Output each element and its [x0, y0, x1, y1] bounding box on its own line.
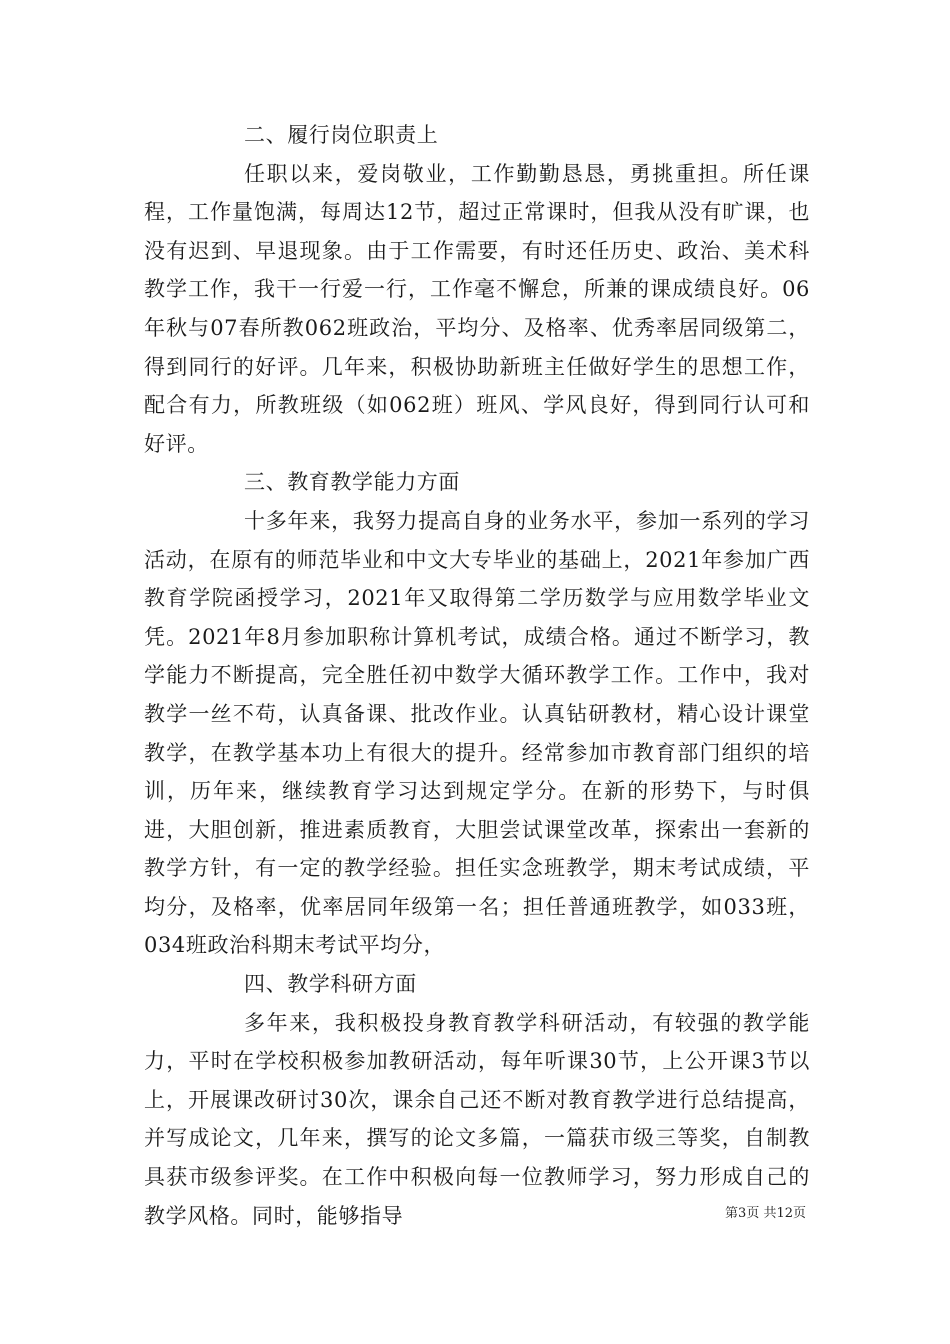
page-number-footer: 第3页 共12页: [725, 1206, 806, 1221]
paragraph-teaching-ability: 十多年来，我努力提高自身的业务水平，参加一系列的学习活动，在原有的师范毕业和中文大专毕业的基础上，2021年参加广西教育学院函授学习，2021年又取得第二学历数学与应用数学毕业文凭。2021年8月参加职称计算机考试，成绩合格。通过不断学习，教学能力不断提高，完全胜任初中数学大循环教学工作。工作中，我对教学一丝不苟，认真备课、批改作业。认真钻研教材，精心设计课堂教学，在教学基本功上有很大的提升。经常参加市教育部门组织的培训，历年来，继续教育学习达到规定学分。在新的形势下，与时俱进，大胆创新，推进素质教育，大胆尝试课堂改革，探索出一套新的教学方针，有一定的教学经验。担任实念班教学，期末考试成绩，平均分，及格率，优率居同年级第一名；担任普通班教学，如033班，034班政治科期末考试平均分，: [144, 508, 810, 958]
section-heading-duties: 二、履行岗位职责上: [244, 123, 439, 147]
document-body: [144, 116, 810, 1235]
paragraph-research: 多年来，我积极投身教育教学科研活动，有较强的教学能力，平时在学校积极参加教研活动，每年听课30节，上公开课3节以上，开展课改研讨30次，课余自己还不断对教育教学进行总结提高，并写成论文，几年来，撰写的论文多篇，一篇获市级三等奖，自制教具获市级参评奖。在工作中积极向每一位教师学习，努力形成自己的教学风格。同时，能够指导: [144, 1010, 810, 1228]
paragraph-duties: 任职以来，爱岗敬业，工作勤勤恳恳，勇挑重担。所任课程，工作量饱满，每周达12节，超过正常课时，但我从没有旷课，也没有迟到、早退现象。由于工作需要，有时还任历史、政治、美术科教学工作，我干一行爱一行，工作毫不懈怠，所兼的课成绩良好。06年秋与07春所教062班政治，平均分、及格率、优秀率居同级第二，得到同行的好评。几年来，积极协助新班主任做好学生的思想工作，配合有力，所教班级（如062班）班风、学风良好，得到同行认可和好评。: [144, 161, 810, 456]
section-heading-teaching-ability: 三、教育教学能力方面: [244, 470, 460, 495]
section-heading-research: 四、教学科研方面: [244, 972, 417, 997]
